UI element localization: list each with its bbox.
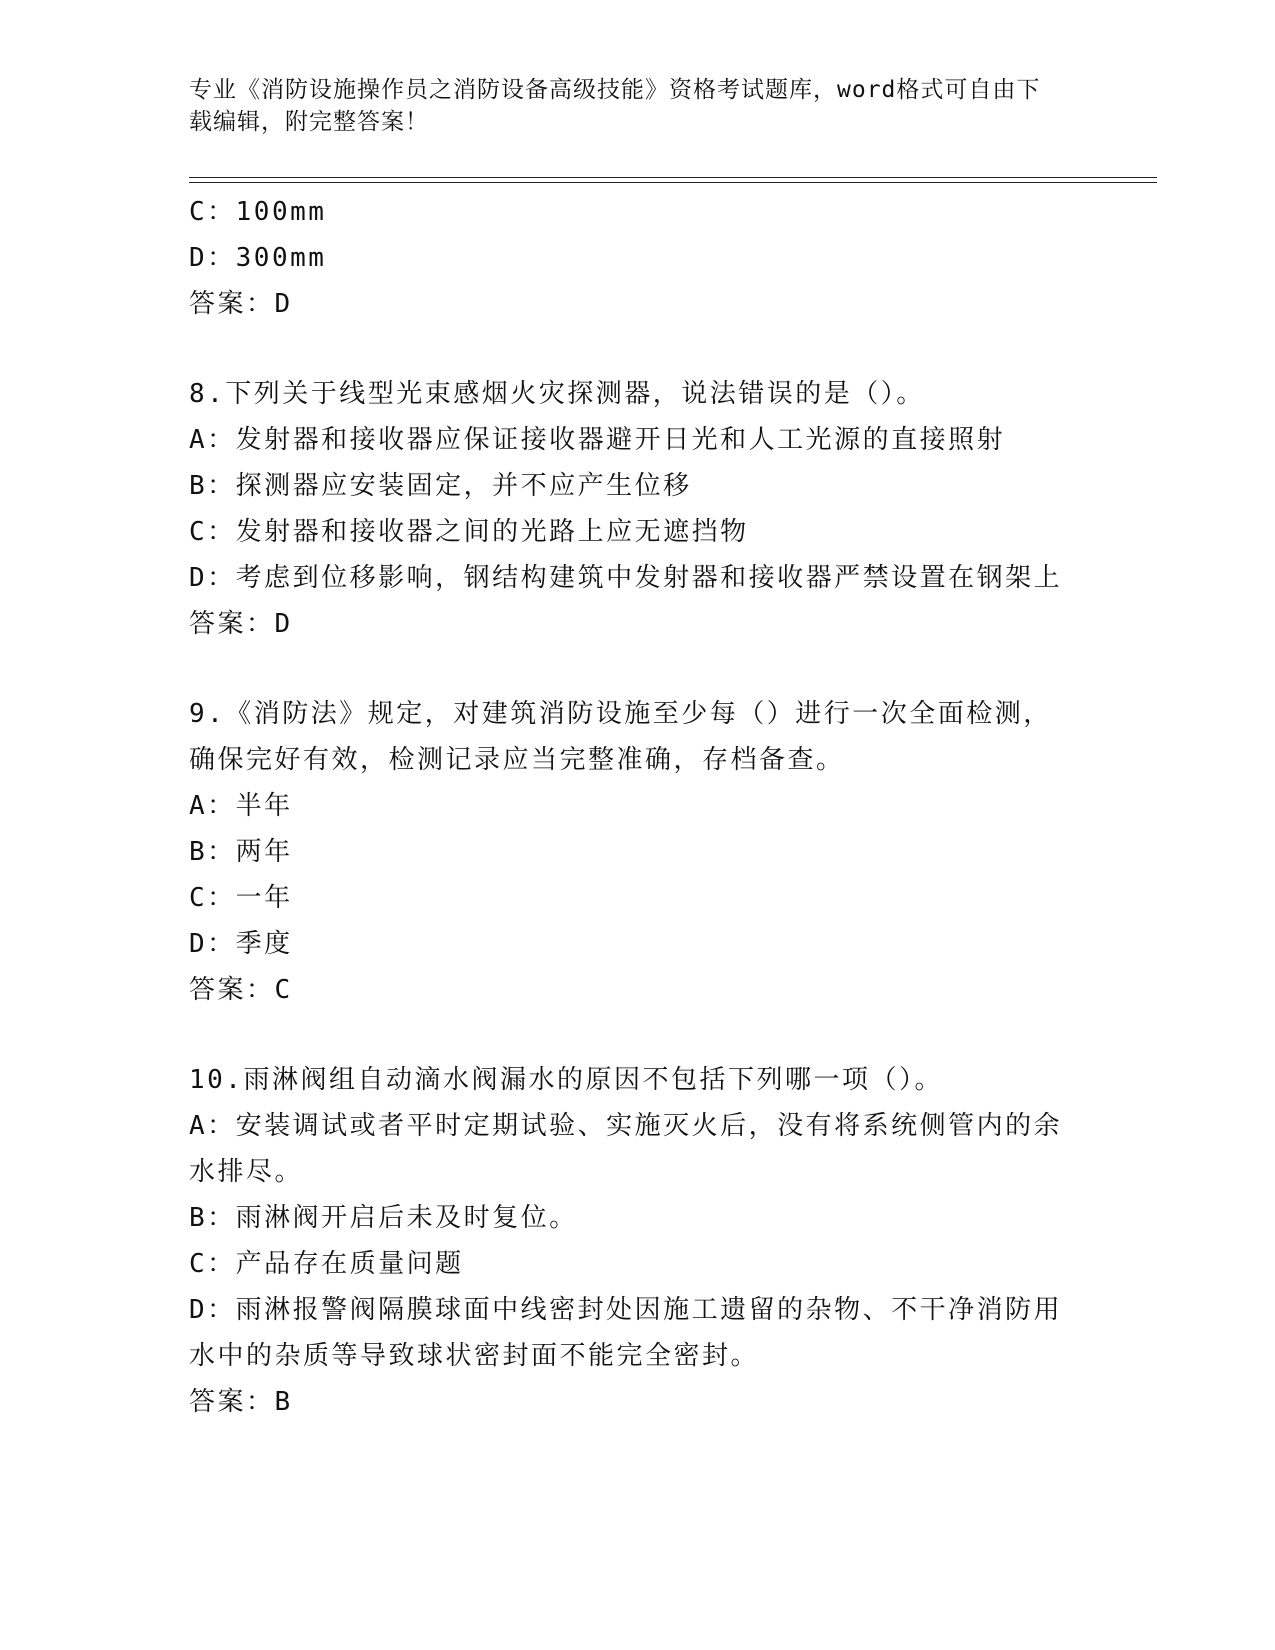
option-c: C：发射器和接收器之间的光路上应无遮挡物 [189, 517, 749, 547]
option-c: C：产品存在质量问题 [189, 1249, 464, 1279]
option-d-line-2: 水中的杂质等导致球状密封面不能完全密封。 [189, 1341, 760, 1371]
option-d: D：季度 [189, 929, 293, 959]
option-b: B：雨淋阀开启后未及时复位。 [189, 1203, 578, 1233]
question-stem-line-1: 9.《消防法》规定，对建筑消防设施至少每（）进行一次全面检测， [189, 699, 1052, 729]
question-stem: 8.下列关于线型光束感烟火灾探测器，说法错误的是（）。 [189, 379, 925, 409]
header-divider-bottom [189, 182, 1157, 183]
spacer [189, 327, 1089, 371]
spacer [189, 647, 1089, 691]
document-header [189, 74, 1089, 138]
option-a-line-1: A：安装调试或者平时定期试验、实施灭火后，没有将系统侧管内的余 [189, 1111, 1063, 1141]
answer-line: 答案：B [189, 1387, 293, 1417]
header-line-2: 载编辑，附完整答案！ [189, 109, 429, 135]
header-line-1: 专业《消防设施操作员之消防设备高级技能》资格考试题库，word格式可自由下 [189, 77, 1041, 103]
option-c: C：一年 [189, 883, 293, 913]
option-a: A：半年 [189, 791, 293, 821]
question-stem: 10.雨淋阀组自动滴水阀漏水的原因不包括下列哪一项（）。 [189, 1065, 943, 1095]
option-b: B：探测器应安装固定，并不应产生位移 [189, 471, 692, 501]
answer-line: 答案：C [189, 975, 293, 1005]
option-c: C：100mm [189, 197, 327, 227]
option-b: B：两年 [189, 837, 293, 867]
option-d-line-1: D：雨淋报警阀隔膜球面中线密封处因施工遗留的杂物、不干净消防用 [189, 1295, 1063, 1325]
answer-line: 答案：D [189, 289, 293, 319]
question-stem-line-2: 确保完好有效，检测记录应当完整准确，存档备查。 [189, 745, 845, 775]
question-7-tail [189, 189, 1089, 327]
option-d: D：300mm [189, 243, 327, 273]
spacer [189, 1013, 1089, 1057]
option-a-line-2: 水排尽。 [189, 1157, 304, 1187]
answer-line: 答案：D [189, 609, 293, 639]
question-content [189, 189, 1089, 1425]
header-divider-top [189, 177, 1157, 178]
question-10 [189, 1057, 1089, 1425]
question-8 [189, 371, 1089, 647]
question-9 [189, 691, 1089, 1013]
option-d: D：考虑到位移影响，钢结构建筑中发射器和接收器严禁设置在钢架上 [189, 563, 1063, 593]
option-a: A：发射器和接收器应保证接收器避开日光和人工光源的直接照射 [189, 425, 1006, 455]
